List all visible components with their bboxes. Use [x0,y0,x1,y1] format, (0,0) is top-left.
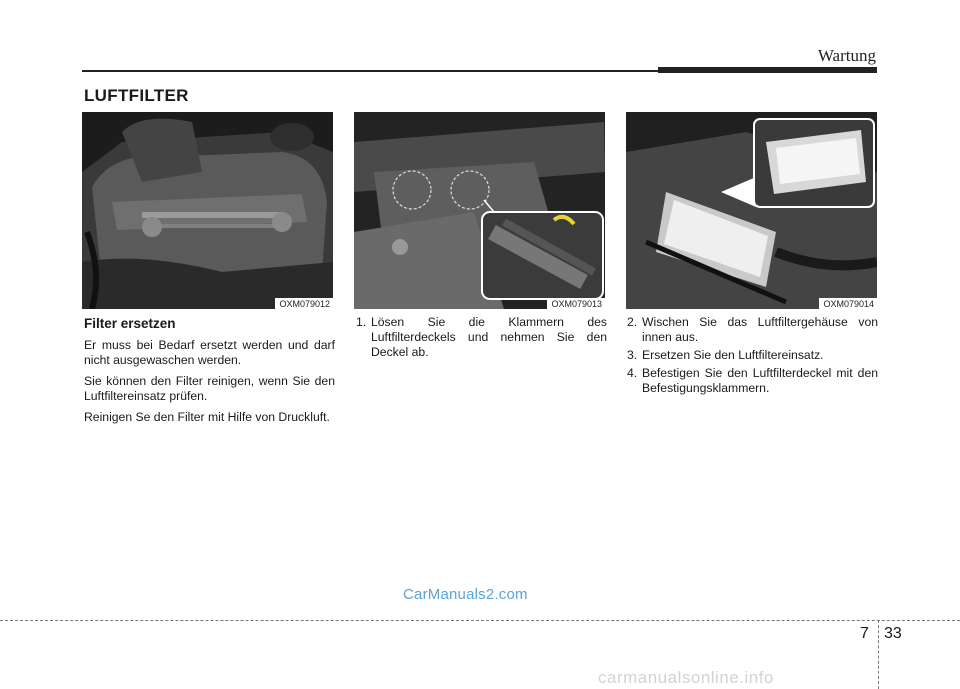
figure-code: OXM079013 [547,298,605,309]
step-number: 3. [627,348,638,362]
figure-air-filter-housing [82,112,333,309]
list-item [627,366,878,396]
step-text: Wischen Sie das Luftfiltergehäuse von innen aus. [642,315,878,344]
section-title: LUFTFILTER [84,86,189,105]
step-text: Befestigen Sie den Luftfilterdeckel mit den Befestigungsklammern. [642,366,878,395]
step-number: 2. [627,315,638,329]
paragraph: Reinigen Se den Filter mit Hilfe von Druckluft. [84,410,330,424]
engine-bay-illustration-3 [626,112,877,309]
list-item [356,315,607,360]
column-3 [627,315,878,399]
paragraph: Er muss bei Bedarf ersetzt werden und darf nicht ausgewaschen werden. [84,338,335,367]
chapter-number: 7 [860,625,869,642]
step-number: 1. [356,315,367,329]
list-item [627,348,878,363]
list-item [627,315,878,345]
engine-bay-illustration-1 [82,112,333,309]
step-number: 4. [627,366,638,380]
page-number: 33 [884,625,902,642]
column-2 [356,315,607,363]
chapter-title: Wartung [817,46,876,65]
footer-rule [0,620,960,621]
paragraph: Sie können den Filter reinigen, wenn Sie den Luftfiltereinsatz prüfen. [84,374,335,403]
figure-code: OXM079012 [275,298,333,309]
figure-code: OXM079014 [819,298,877,309]
step-text: Lösen Sie die Klammern des Luftfilterdeckels und nehmen Sie den Deckel ab. [371,315,607,359]
figure-filter-element [626,112,877,309]
footer-watermark: carmanualsonline.info [598,668,774,687]
footer-divider [878,620,879,689]
step-text: Ersetzen Sie den Luftfiltereinsatz. [642,348,824,362]
figure-filter-clamps [354,112,605,309]
watermark-link[interactable]: CarManuals2.com [403,586,528,603]
header-rule-accent [658,67,877,73]
column-1 [84,315,335,431]
engine-bay-illustration-2 [354,112,605,309]
subheading: Filter ersetzen [84,316,176,331]
